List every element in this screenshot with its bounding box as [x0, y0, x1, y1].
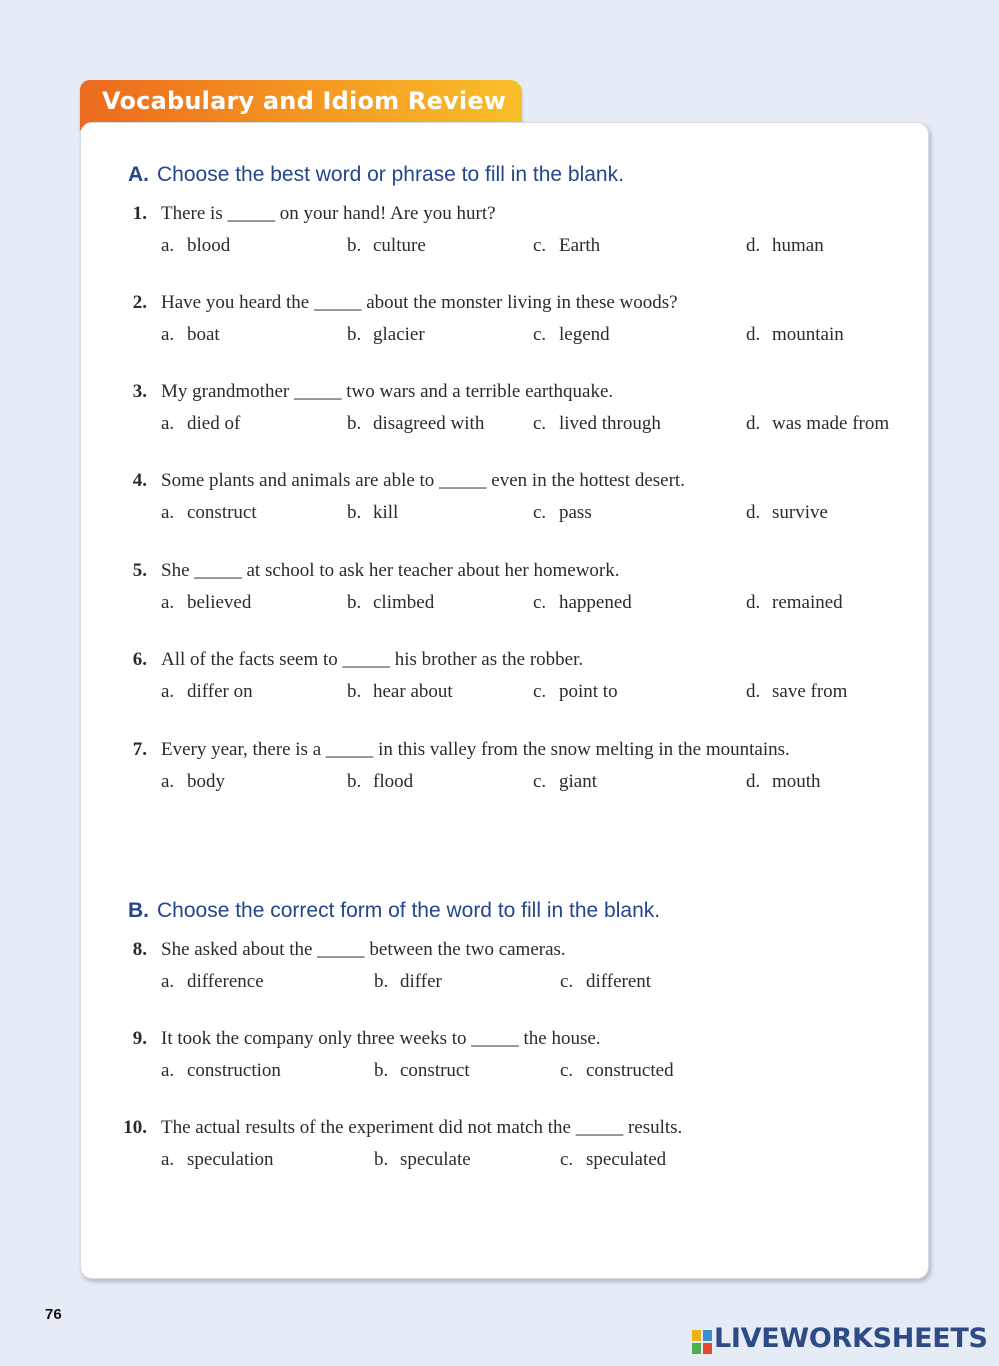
- option-text: culture: [373, 235, 426, 256]
- option-letter: a.: [161, 681, 175, 702]
- option-text: happened: [559, 592, 632, 613]
- question-number: 7.: [132, 739, 147, 760]
- question-4: [0, 470, 999, 534]
- option-a[interactable]: [161, 502, 257, 524]
- section-b-instruction: Choose the correct form of the word to fill in the blank.: [157, 899, 661, 922]
- option-b[interactable]: [347, 681, 453, 703]
- option-letter: b.: [347, 592, 362, 613]
- question-text: Have you heard the _____ about the monster living in these woods?: [161, 292, 678, 313]
- option-letter: b.: [347, 771, 362, 792]
- page-title: Vocabulary and Idiom Review: [102, 87, 507, 115]
- option-b[interactable]: [347, 413, 484, 435]
- question-text: My grandmother _____ two wars and a terrible earthquake.: [161, 381, 614, 402]
- option-letter: c.: [533, 771, 547, 792]
- option-c[interactable]: [533, 681, 618, 703]
- option-b[interactable]: [347, 771, 413, 793]
- option-text: disagreed with: [373, 413, 485, 434]
- option-c[interactable]: [533, 771, 597, 793]
- question-1: [0, 203, 999, 267]
- option-letter: c.: [560, 1060, 574, 1081]
- option-c[interactable]: [560, 971, 651, 993]
- option-letter: c.: [533, 235, 547, 256]
- option-letter: d.: [746, 413, 761, 434]
- option-a[interactable]: [161, 1149, 274, 1171]
- option-d[interactable]: [746, 681, 847, 703]
- option-text: construct: [187, 502, 257, 523]
- option-letter: b.: [347, 235, 362, 256]
- option-letter: d.: [746, 502, 761, 523]
- option-letter: b.: [374, 971, 389, 992]
- option-a[interactable]: [161, 592, 251, 614]
- option-b[interactable]: [347, 502, 398, 524]
- option-text: remained: [772, 592, 843, 613]
- option-letter: a.: [161, 324, 175, 345]
- option-a[interactable]: [161, 681, 253, 703]
- option-d[interactable]: [746, 324, 844, 346]
- option-a[interactable]: [161, 1060, 281, 1082]
- option-text: boat: [187, 324, 220, 345]
- question-2: [0, 292, 999, 356]
- option-b[interactable]: [347, 324, 425, 346]
- option-text: kill: [373, 502, 399, 523]
- option-letter: b.: [347, 502, 362, 523]
- question-text: All of the facts seem to _____ his brother as the robber.: [161, 649, 584, 670]
- option-text: difference: [187, 971, 264, 992]
- option-text: glacier: [373, 324, 425, 345]
- option-text: believed: [187, 592, 252, 613]
- option-c[interactable]: [533, 235, 600, 257]
- option-text: point to: [559, 681, 618, 702]
- question-text: Every year, there is a _____ in this valley from the snow melting in the mountains.: [161, 739, 790, 760]
- question-text: There is _____ on your hand! Are you hurt?: [161, 203, 496, 224]
- option-letter: c.: [560, 1149, 574, 1170]
- option-letter: c.: [533, 413, 547, 434]
- question-text: Some plants and animals are able to _____ even in the hottest desert.: [161, 470, 685, 491]
- option-text: legend: [559, 324, 610, 345]
- question-7: [0, 739, 999, 803]
- question-text: It took the company only three weeks to _____ the house.: [161, 1028, 601, 1049]
- option-text: pass: [559, 502, 592, 523]
- question-number: 9.: [132, 1028, 147, 1049]
- question-9: [0, 1028, 999, 1092]
- question-number: 2.: [132, 292, 147, 313]
- option-c[interactable]: [560, 1149, 666, 1171]
- option-text: human: [772, 235, 824, 256]
- question-text: The actual results of the experiment did not match the _____ results.: [161, 1117, 683, 1138]
- question-number: 4.: [132, 470, 147, 491]
- option-text: speculated: [586, 1149, 667, 1170]
- option-text: climbed: [373, 592, 435, 613]
- option-text: survive: [772, 502, 828, 523]
- option-b[interactable]: [347, 592, 434, 614]
- option-d[interactable]: [746, 413, 889, 435]
- option-text: speculate: [400, 1149, 471, 1170]
- question-8: [0, 939, 999, 1003]
- option-text: hear about: [373, 681, 453, 702]
- question-number: 1.: [132, 203, 147, 224]
- option-c[interactable]: [560, 1060, 674, 1082]
- option-letter: b.: [347, 681, 362, 702]
- option-letter: b.: [374, 1149, 389, 1170]
- option-letter: a.: [161, 413, 175, 434]
- option-c[interactable]: [533, 592, 632, 614]
- option-text: mouth: [772, 771, 821, 792]
- option-text: body: [187, 771, 225, 792]
- option-letter: a.: [161, 771, 175, 792]
- option-letter: d.: [746, 324, 761, 345]
- option-text: died of: [187, 413, 241, 434]
- question-number: 6.: [132, 649, 147, 670]
- question-number: 10.: [123, 1117, 147, 1138]
- option-letter: a.: [161, 971, 175, 992]
- option-text: giant: [559, 771, 597, 792]
- option-a[interactable]: [161, 771, 225, 793]
- section-a-heading: [128, 163, 624, 187]
- question-10: [0, 1117, 999, 1181]
- option-c[interactable]: [533, 324, 610, 346]
- option-text: was made from: [772, 413, 890, 434]
- page-number: 76: [45, 1306, 62, 1323]
- option-text: save from: [772, 681, 848, 702]
- option-letter: c.: [533, 592, 547, 613]
- option-letter: a.: [161, 235, 175, 256]
- section-a-letter: A.: [128, 163, 149, 186]
- option-d[interactable]: [746, 592, 843, 614]
- option-letter: d.: [746, 235, 761, 256]
- option-b[interactable]: [374, 971, 442, 993]
- option-text: different: [586, 971, 652, 992]
- section-b-letter: B.: [128, 899, 149, 922]
- option-text: blood: [187, 235, 231, 256]
- option-a[interactable]: [161, 971, 264, 993]
- question-5: [0, 560, 999, 624]
- option-letter: d.: [746, 592, 761, 613]
- option-b[interactable]: [347, 235, 426, 257]
- option-letter: a.: [161, 502, 175, 523]
- option-text: Earth: [559, 235, 601, 256]
- question-3: [0, 381, 999, 445]
- option-letter: b.: [347, 413, 362, 434]
- option-text: constructed: [586, 1060, 674, 1081]
- question-number: 8.: [132, 939, 147, 960]
- option-letter: d.: [746, 771, 761, 792]
- option-a[interactable]: [161, 413, 240, 435]
- liveworksheets-brand[interactable]: [692, 1323, 992, 1357]
- option-letter: b.: [347, 324, 362, 345]
- section-a-instruction: Choose the best word or phrase to fill in the blank.: [157, 163, 624, 186]
- option-c[interactable]: [533, 413, 661, 435]
- option-letter: a.: [161, 592, 175, 613]
- question-number: 5.: [132, 560, 147, 581]
- option-text: mountain: [772, 324, 844, 345]
- option-b[interactable]: [374, 1149, 471, 1171]
- option-letter: b.: [374, 1060, 389, 1081]
- option-letter: a.: [161, 1060, 175, 1081]
- option-letter: d.: [746, 681, 761, 702]
- option-d[interactable]: [746, 235, 824, 257]
- option-d[interactable]: [746, 502, 828, 524]
- option-letter: c.: [533, 681, 547, 702]
- option-b[interactable]: [374, 1060, 470, 1082]
- option-a[interactable]: [161, 324, 220, 346]
- option-letter: c.: [533, 502, 547, 523]
- option-text: construct: [400, 1060, 470, 1081]
- liveworksheets-logo-icon: [692, 1330, 712, 1354]
- brand-name: LIVEWORKSHEETS: [714, 1323, 988, 1354]
- option-text: differ on: [187, 681, 253, 702]
- option-text: construction: [187, 1060, 281, 1081]
- question-text: She asked about the _____ between the two cameras.: [161, 939, 566, 960]
- option-text: speculation: [187, 1149, 274, 1170]
- option-d[interactable]: [746, 771, 821, 793]
- option-letter: c.: [533, 324, 547, 345]
- section-b-heading: [128, 899, 660, 923]
- question-text: She _____ at school to ask her teacher about her homework.: [161, 560, 620, 581]
- option-letter: c.: [560, 971, 574, 992]
- option-text: lived through: [559, 413, 661, 434]
- option-text: flood: [373, 771, 414, 792]
- option-a[interactable]: [161, 235, 230, 257]
- question-number: 3.: [132, 381, 147, 402]
- question-6: [0, 649, 999, 713]
- option-c[interactable]: [533, 502, 592, 524]
- option-text: differ: [400, 971, 442, 992]
- option-letter: a.: [161, 1149, 175, 1170]
